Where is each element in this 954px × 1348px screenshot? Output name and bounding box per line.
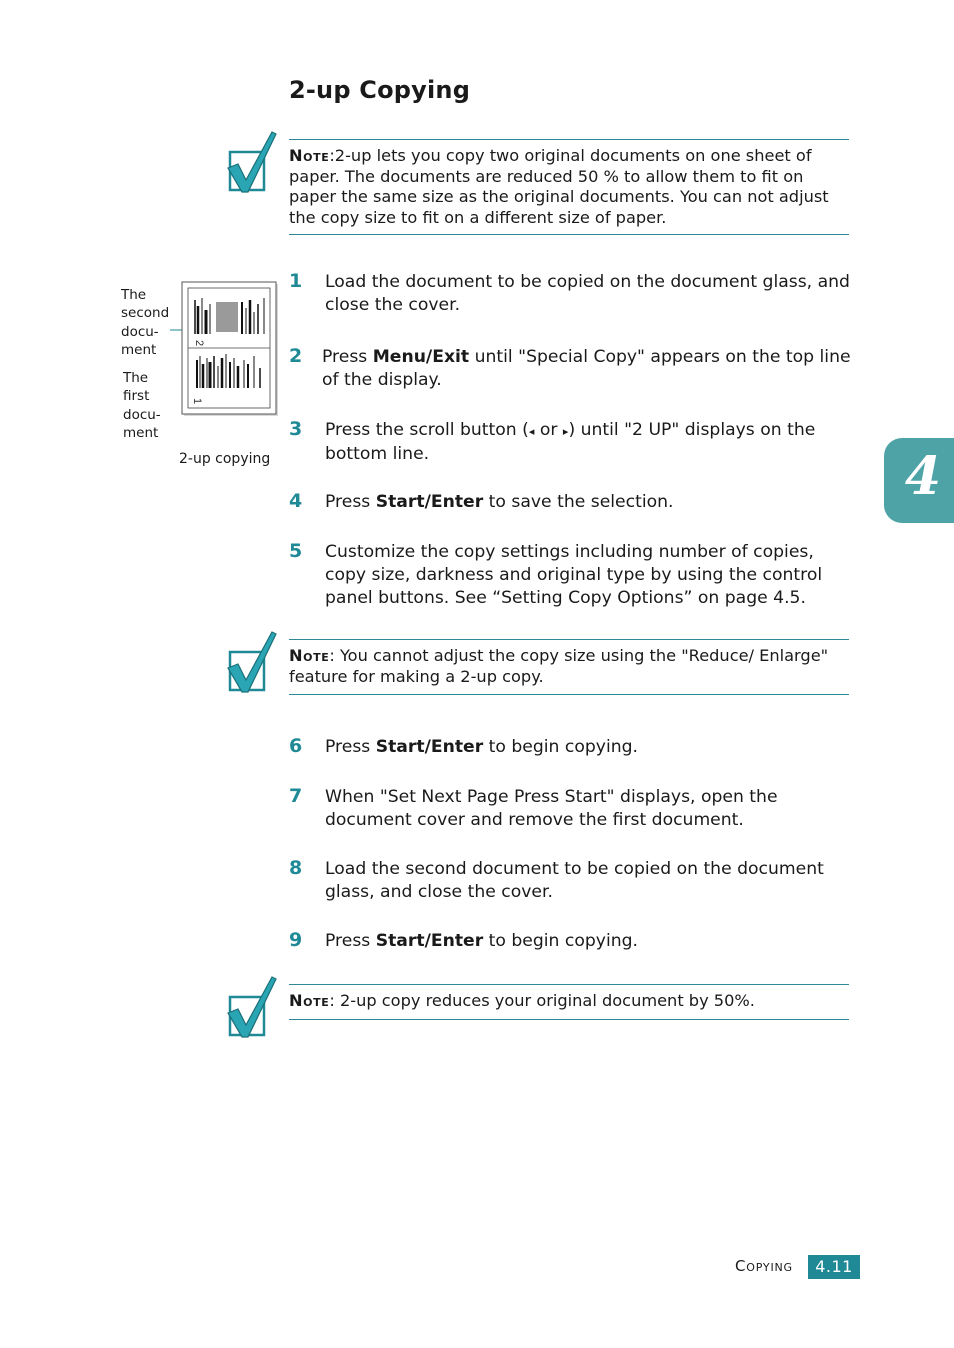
figure-caption: 2-up copying xyxy=(179,451,271,467)
note-text: You cannot adjust the copy size using the "Reduce/ Enlarge" feature for making a 2-up copy. xyxy=(289,646,829,686)
label-second-document: The second docu- ment xyxy=(121,287,170,359)
step-text: Press Start/Enter to begin copying. xyxy=(325,737,638,757)
step-number: 2 xyxy=(289,345,303,367)
step-number: 5 xyxy=(289,540,303,562)
checkmark-note-icon xyxy=(224,630,278,694)
step-text: Load the document to be copied on the document glass, and close the cover. xyxy=(325,272,850,315)
note-text: 2-up lets you copy two original documents on one sheet of paper. The documents are reduced 50 % to allow them to fit on paper the same size as the original documents. You can not adjust the copy size to fit on a different size of paper. xyxy=(289,146,829,227)
step-number: 9 xyxy=(289,929,303,951)
step-number: 7 xyxy=(289,785,303,807)
step-text: Load the second document to be copied on the document glass, and close the cover. xyxy=(325,859,824,902)
checkmark-note-icon xyxy=(224,130,278,194)
step-number: 6 xyxy=(289,735,303,757)
note-label: Note xyxy=(289,991,330,1010)
note-text: 2-up copy reduces your original document by 50%. xyxy=(334,991,755,1010)
footer-section: Copying xyxy=(735,1257,793,1275)
step-text: Press Menu/Exit until "Special Copy" appears on the top line of the display. xyxy=(322,347,851,390)
scroll-left-icon: ◂ xyxy=(528,425,535,438)
step-text: Press the scroll button (◂ or ▸) until "2 UP" displays on the bottom line. xyxy=(325,420,816,464)
note-box: Note: 2-up copy reduces your original document by 50%. xyxy=(289,984,849,1020)
note-label: Note xyxy=(289,146,330,165)
step-text: Press Start/Enter to begin copying. xyxy=(325,931,638,951)
page-mark-1: 1 xyxy=(191,398,203,405)
step-text: Press Start/Enter to save the selection. xyxy=(325,492,674,512)
step-number: 4 xyxy=(289,490,303,512)
step-number: 8 xyxy=(289,857,303,879)
page-title: 2-up Copying xyxy=(289,76,471,104)
note-box: Note: You cannot adjust the copy size using the "Reduce/ Enlarge" feature for making a 2-up copy. xyxy=(289,639,849,695)
chapter-number: 4 xyxy=(904,446,942,507)
footer-page-number: 4.11 xyxy=(808,1255,860,1279)
label-first-document: The first docu- ment xyxy=(123,370,161,442)
note-label: Note xyxy=(289,646,330,665)
step-number: 3 xyxy=(289,418,303,440)
step-text: When "Set Next Page Press Start" displays, open the document cover and remove the first document. xyxy=(325,787,778,830)
two-up-illustration xyxy=(168,280,280,418)
step-number: 1 xyxy=(289,270,303,292)
page-mark-2: 2 xyxy=(193,340,205,347)
scroll-right-icon: ▸ xyxy=(562,425,569,438)
note-box: Note:2-up lets you copy two original documents on one sheet of paper. The documents are reduced 50 % to allow them to fit on paper the same size as the original documents. You can not adjust the copy size to fit on a different size of paper. xyxy=(289,139,849,235)
checkmark-note-icon xyxy=(224,975,278,1039)
step-text: Customize the copy settings including number of copies, copy size, darkness and original type by using the control panel buttons. See “Setting Copy Options” on page 4.5. xyxy=(325,542,823,608)
